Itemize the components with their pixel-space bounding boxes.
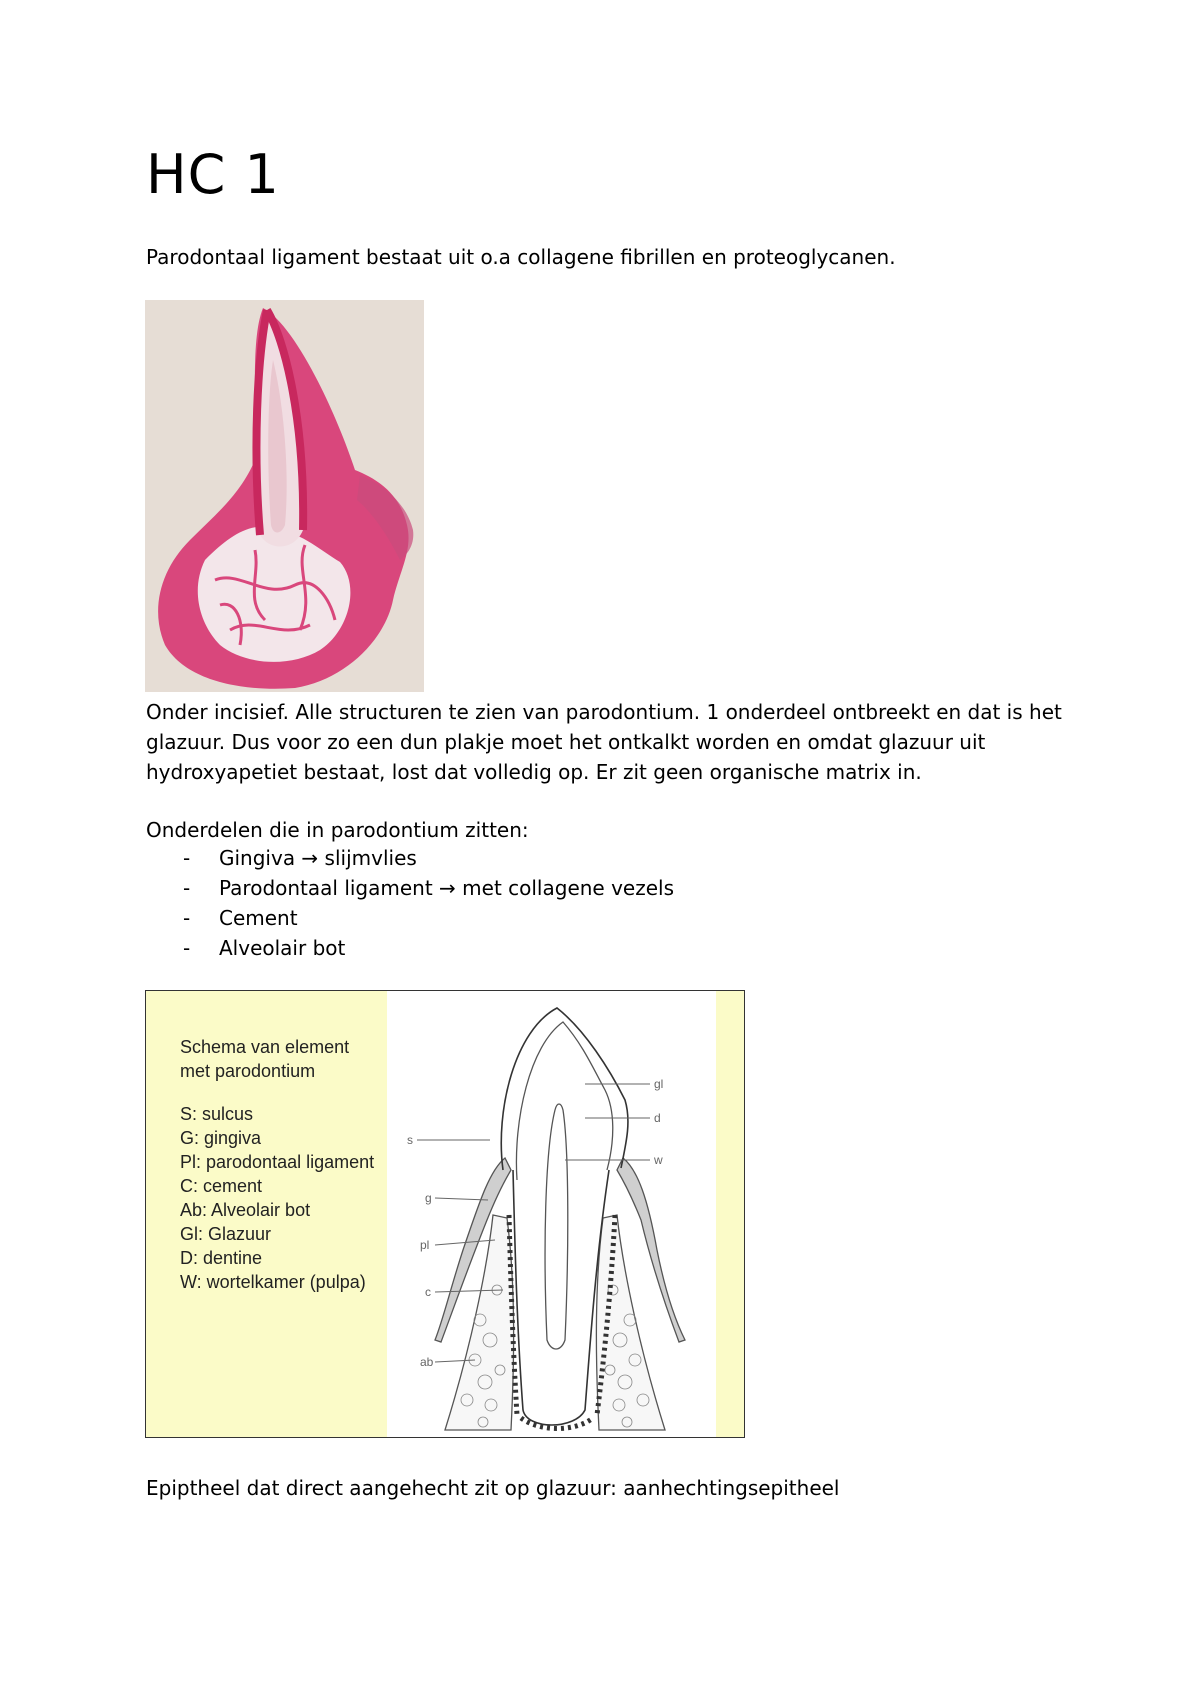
list-dash: - (183, 846, 191, 870)
schema-right-strip (716, 991, 744, 1437)
schema-label-gl: gl (654, 1077, 664, 1091)
paragraph-ligament: Parodontaal ligament bestaat uit o.a collagene fibrillen en proteoglycanen. (146, 245, 896, 269)
schema-legend-item: G: gingiva (180, 1128, 262, 1148)
schema-heading-2: met parodontium (180, 1061, 316, 1081)
histology-photo (145, 300, 424, 692)
schema-legend-item: W: wortelkamer (pulpa) (180, 1272, 366, 1292)
list-heading: Onderdelen die in parodontium zitten: (146, 818, 529, 842)
schema-label-w: w (654, 1153, 663, 1167)
schema-heading-1: Schema van element (180, 1037, 350, 1057)
schema-legend-item: C: cement (180, 1176, 263, 1196)
schema-label-s: s (407, 1133, 413, 1147)
list-dash: - (183, 936, 191, 960)
list-item-text: Alveolair bot (219, 936, 346, 960)
schema-legend-item: Ab: Alveolair bot (180, 1200, 311, 1220)
schema-diagram (145, 990, 745, 1438)
page-title: HC 1 (146, 143, 280, 206)
list-dash: - (183, 906, 191, 930)
schema-legend-item: S: sulcus (180, 1104, 254, 1124)
list-item (146, 843, 674, 873)
paragraph-incisief: Onder incisief. Alle structuren te zien van parodontium. 1 onderdeel ontbreekt en dat is het glazuur. Dus voor zo een dun plakje moet het ontkalkt worden en omdat glazuur uit hydroxyapetiet bestaat, lost dat volledig op. Er zit geen organische matrix in. (146, 700, 1062, 784)
list-item (146, 933, 674, 963)
schema-label-g: g (425, 1191, 432, 1205)
schema-legend-item: Pl: parodontaal ligament (180, 1152, 375, 1172)
list-item (146, 873, 674, 903)
list-item-text: Gingiva → slijmvlies (219, 846, 417, 870)
list-item (146, 903, 674, 933)
schema-label-pl: pl (420, 1238, 430, 1252)
parodontium-list (146, 843, 674, 963)
list-dash: - (183, 876, 191, 900)
schema-label-d: d (654, 1111, 661, 1125)
schema-label-ab: ab (420, 1355, 434, 1369)
list-item-text: Parodontaal ligament → met collagene vezels (219, 876, 674, 900)
schema-legend-item: D: dentine (180, 1248, 263, 1268)
paragraph-epitheel: Epiptheel dat direct aangehecht zit op glazuur: aanhechtingsepitheel (146, 1476, 840, 1500)
schema-label-c: c (425, 1285, 431, 1299)
list-item-text: Cement (219, 906, 298, 930)
schema-legend-item: Gl: Glazuur (180, 1224, 272, 1244)
